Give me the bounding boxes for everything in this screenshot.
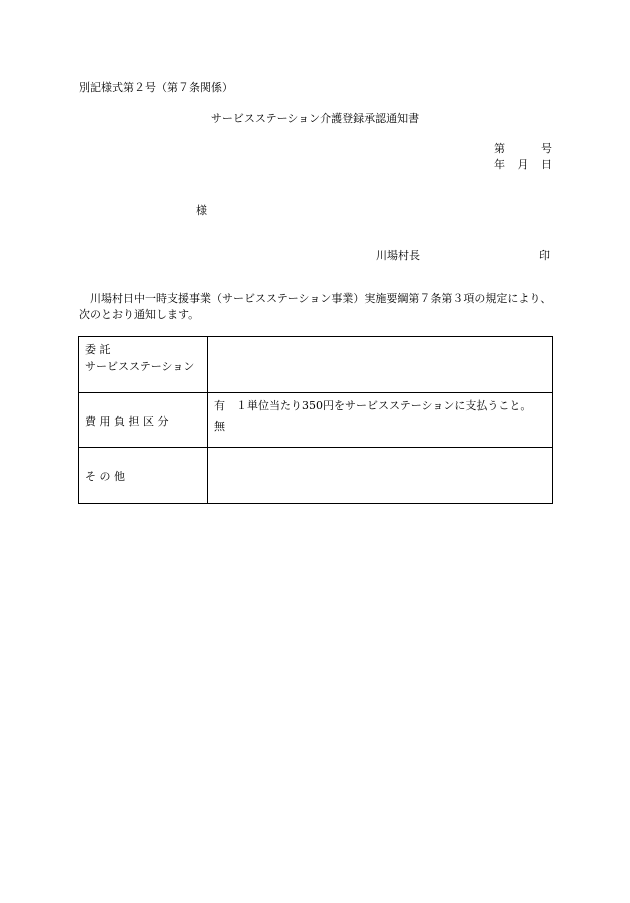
document-number-line (494, 140, 552, 156)
label-spread-line: 費 用 負 担 区 分 (85, 415, 169, 428)
table-row-consignment (79, 337, 553, 393)
cost-option-no: 無 (214, 420, 225, 433)
label-spread-line: そ の 他 (85, 470, 125, 483)
row-label (79, 393, 208, 448)
table-row-other (79, 448, 553, 504)
document-title: サービスステーション介護登録承認通知書 (210, 112, 420, 125)
cost-category-value-cell (208, 393, 553, 448)
row-label (79, 448, 208, 504)
document-number-suffix: 号 (541, 142, 552, 155)
table-row-cost-category (79, 393, 553, 448)
other-value-cell (208, 448, 553, 504)
label-second-line: サービスステーション (85, 360, 195, 373)
date-year-label: 年 (494, 158, 505, 171)
label-spread-line: 委 託 (85, 343, 111, 356)
document-number-prefix: 第 (494, 142, 505, 155)
addressee-suffix: 様 (196, 204, 207, 217)
seal-mark: 印 (539, 249, 550, 262)
date-day-label: 日 (541, 158, 552, 171)
consignment-value-cell (208, 337, 553, 393)
document-date-line (494, 156, 552, 172)
cost-option-yes: 有 １単位当たり350円をサービスステーションに支払うこと。 (214, 399, 532, 412)
date-month-label: 月 (517, 158, 529, 171)
row-label (79, 337, 208, 393)
body-text: 川場村日中一時支援事業（サービスステーション事業）実施要綱第７条第３項の規定により、次のとおり通知します。 (79, 292, 552, 321)
notice-table (78, 336, 553, 504)
form-number: 別記様式第２号（第７条関係） (79, 81, 233, 94)
issuer-name: 川場村長 (376, 249, 420, 262)
